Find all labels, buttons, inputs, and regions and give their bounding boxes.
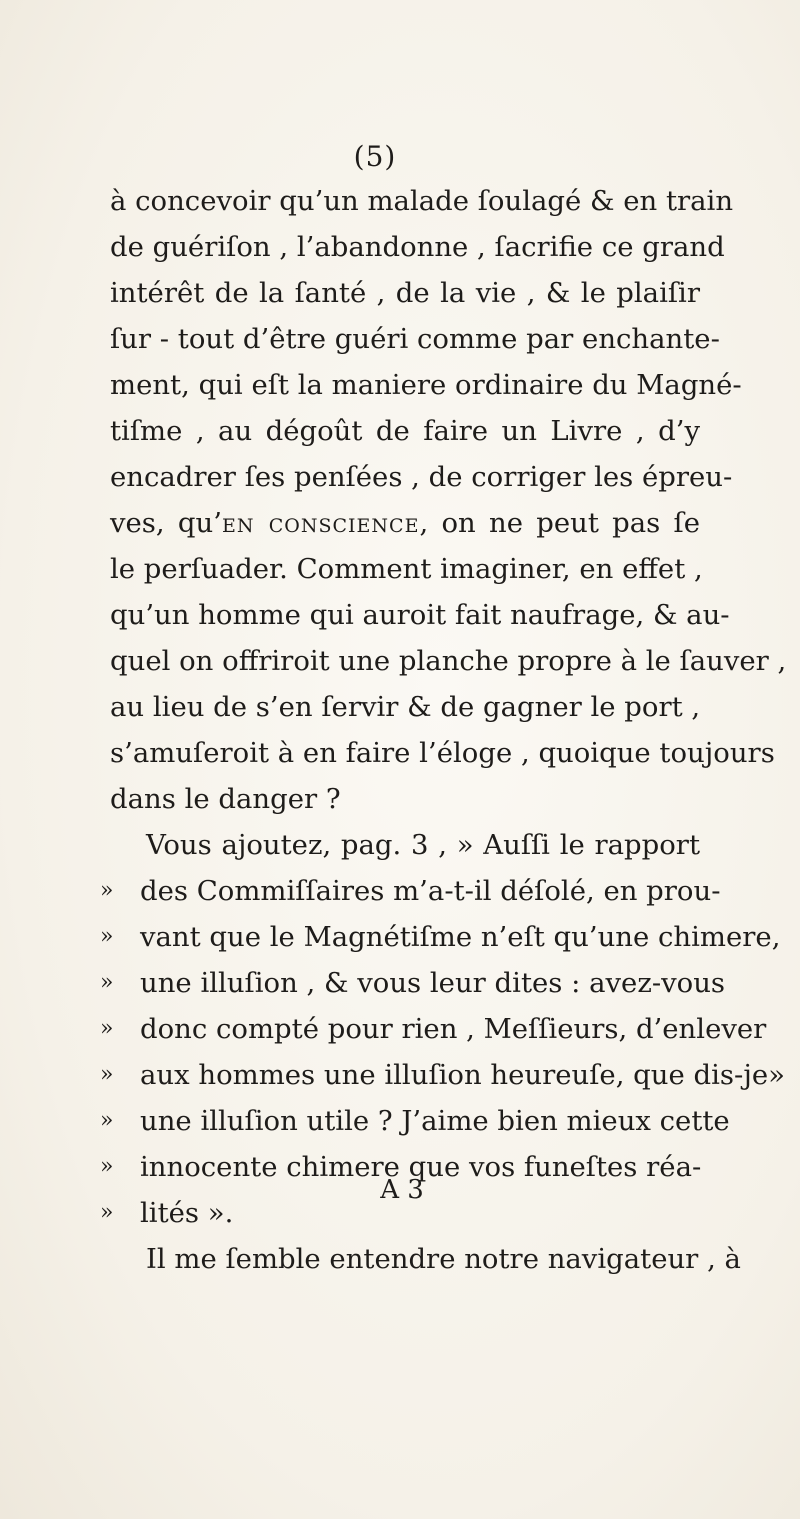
text-line: intérêt de la ſanté , de la vie , & le plaiſir (110, 277, 700, 309)
quote-text: aux hommes une illuſion heureuſe, que dis-je» (140, 1059, 785, 1091)
text-line: tiſme , au dégoût de faire un Livre , d’y (110, 415, 700, 447)
quote-line (100, 1006, 767, 1052)
text-line: qu’un homme qui auroit fait naufrage, & au- (110, 599, 730, 631)
quote-mark: » (100, 878, 114, 903)
quote-text: vant que le Magnétiſme n’eſt qu’une chimere, (140, 921, 781, 953)
text-line: au lieu de s’en ſervir & de gagner le port , (110, 691, 701, 723)
quote-intro-line: Vous ajoutez, pag. 3 , » Auſſi le rapport (146, 829, 700, 861)
quote-mark: » (100, 1062, 114, 1087)
quote-line (100, 1098, 730, 1144)
text-line: de guériſon , l’abandonne , ſacrifie ce grand (110, 231, 725, 263)
quote-line (100, 960, 726, 1006)
text-fragment: ves, qu’ (110, 507, 222, 539)
quote-mark: » (100, 1016, 114, 1041)
small-caps-phrase: en conscience (222, 507, 420, 539)
page-body (100, 178, 787, 1282)
text-fragment: , on ne peut pas ſe (419, 507, 700, 539)
signature-mark (0, 1175, 800, 1205)
text-line: s’amuſeroit à en faire l’éloge , quoique toujours (110, 737, 775, 769)
text-line: ſur - tout d’être guéri comme par enchante- (110, 323, 720, 355)
quote-mark: » (100, 924, 114, 949)
quote-text: lités ». (140, 1197, 234, 1229)
text-line: dans le danger ? (110, 783, 341, 815)
closing-line: Il me ſemble entendre notre navigateur , à (146, 1243, 741, 1275)
quote-text: une illuſion utile ? J’aime bien mieux cette (140, 1105, 730, 1137)
text-line: ment, qui eſt la maniere ordinaire du Magné- (110, 369, 742, 401)
quote-text: donc compté pour rien , Meſſieurs, d’enlever (140, 1013, 767, 1045)
quote-mark: » (100, 1154, 114, 1179)
quote-line (100, 868, 721, 914)
page-number: (5) (353, 140, 397, 173)
quote-mark: » (100, 1108, 114, 1133)
quote-mark: » (100, 1200, 114, 1225)
quote-text: une illuſion , & vous leur dites : avez-vous (140, 967, 726, 999)
text-line: le perſuader. Comment imaginer, en effet , (110, 553, 703, 585)
text-line: à concevoir qu’un malade ſoulagé & en train (110, 185, 734, 217)
quote-mark: » (100, 970, 114, 995)
text-line: encadrer ſes penſées , de corriger les épreu- (110, 461, 733, 493)
text-line: quel on offriroit une planche propre à le ſauver , (110, 645, 787, 677)
text-line (110, 500, 700, 546)
quote-line (100, 1052, 785, 1098)
quote-text: des Commiſſaires m’a-t-il déſolé, en prou- (140, 875, 721, 907)
page-header (0, 140, 800, 173)
quote-line (100, 914, 781, 960)
quote-text: innocente chimere que vos funeſtes réa- (140, 1151, 702, 1183)
signature-text: A 3 (380, 1175, 424, 1205)
